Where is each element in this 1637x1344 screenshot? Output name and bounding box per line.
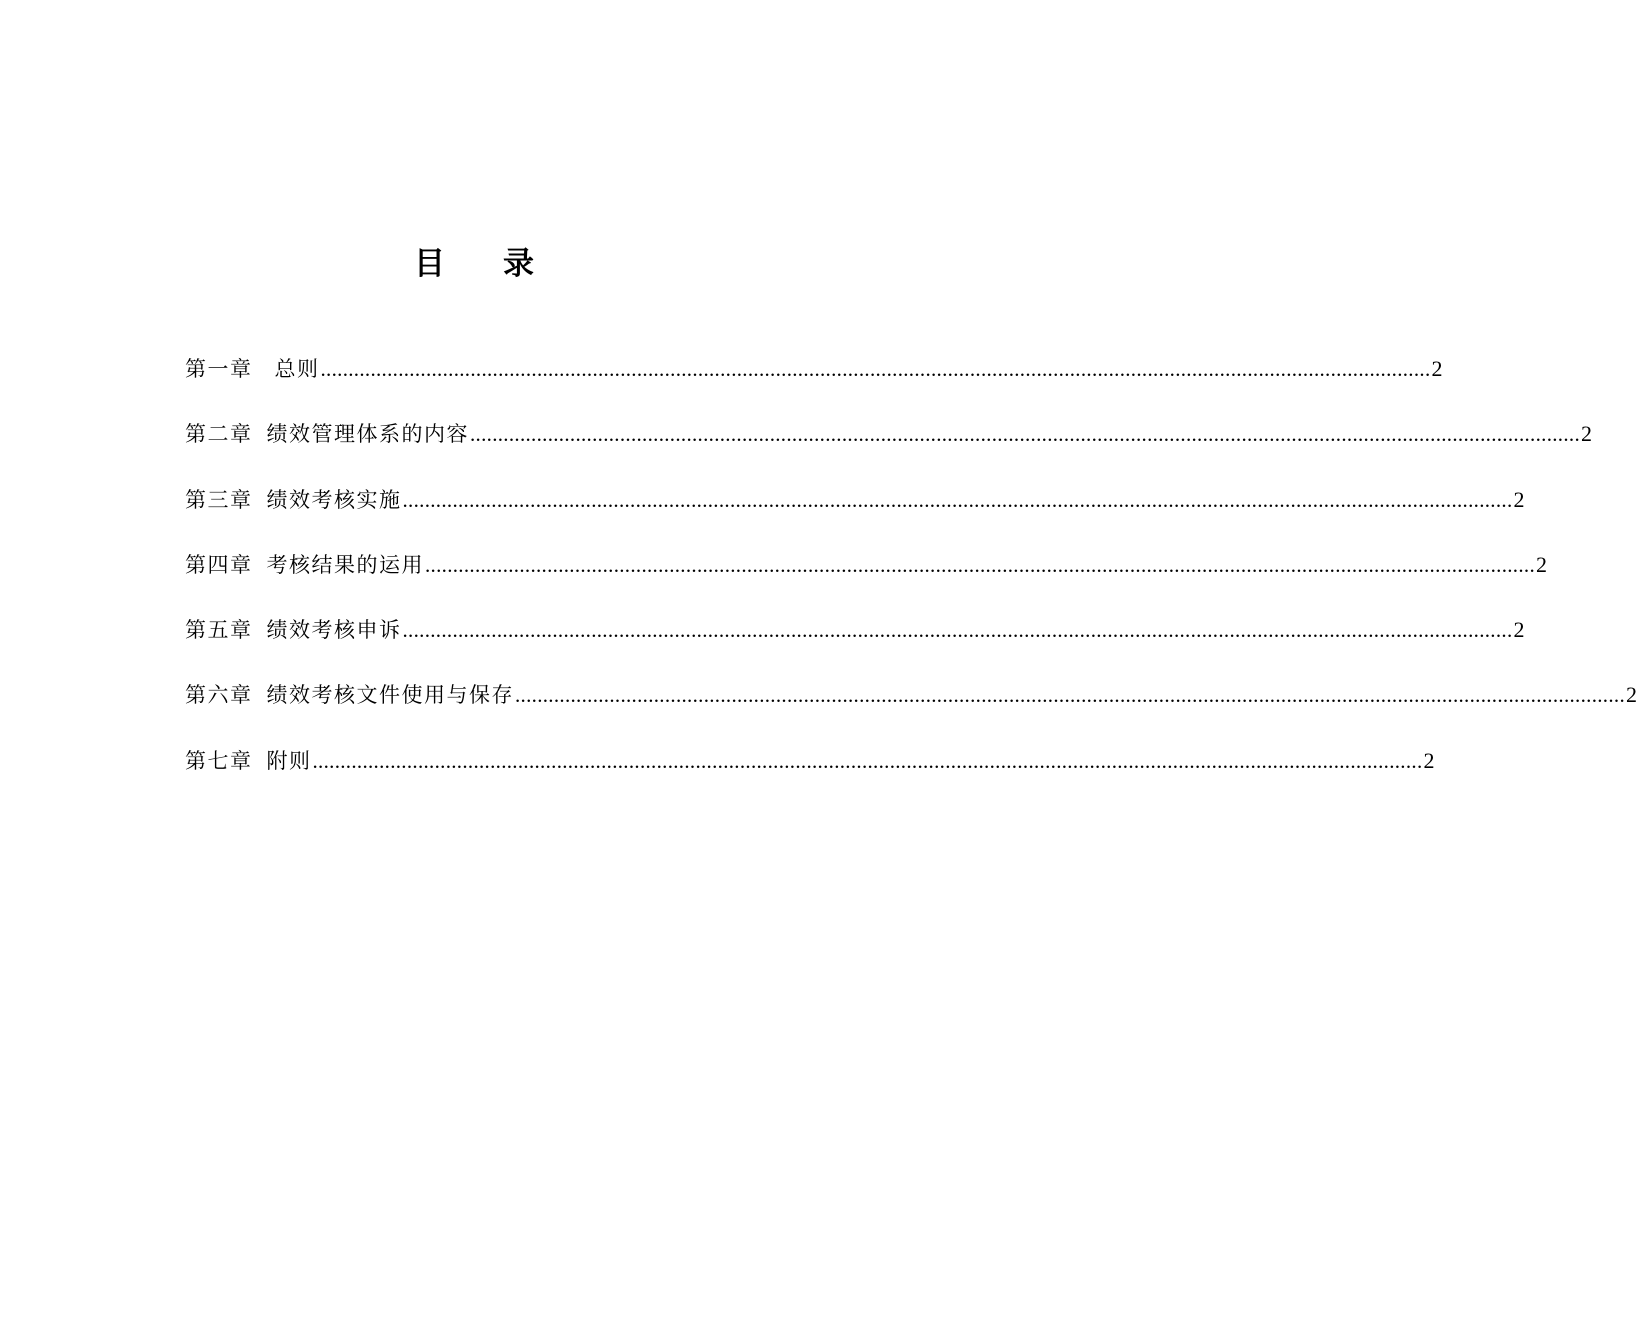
toc-chapter-title: 附则 xyxy=(266,748,312,773)
toc-page-number: 2 xyxy=(1536,551,1547,577)
toc-chapter-title: 绩效考核申诉 xyxy=(266,618,402,643)
toc-chapter-number: 第四章 xyxy=(185,552,253,577)
toc-entry[interactable] xyxy=(185,735,1435,800)
toc-dot-leader: ........................................................................................................................................................................................................ xyxy=(470,422,1580,447)
toc-entry[interactable] xyxy=(185,343,1443,408)
toc-page-number: 2 xyxy=(1513,486,1525,512)
toc-page-number: 2 xyxy=(1581,421,1592,447)
toc-chapter-number: 第一章 xyxy=(185,357,253,381)
toc-title-right: 录 xyxy=(503,246,536,282)
toc-entry[interactable] xyxy=(185,408,1592,473)
toc-title-left: 目 xyxy=(414,246,447,282)
toc-chapter-number: 第五章 xyxy=(185,618,253,643)
toc-dot-leader: ........................................................................................................................................................................................................ xyxy=(320,357,1431,381)
toc-chapter-title: 绩效管理体系的内容 xyxy=(266,422,469,447)
toc-chapter-number: 第六章 xyxy=(185,683,253,708)
toc-dot-leader: ........................................................................................................................................................................................................ xyxy=(402,487,1513,512)
toc-title xyxy=(0,238,950,290)
toc-chapter-title: 绩效考核实施 xyxy=(266,487,402,512)
toc-page-number: 2 xyxy=(1626,682,1637,708)
toc-chapter-title: 总则 xyxy=(274,357,320,381)
toc-page-number: 2 xyxy=(1423,747,1435,773)
toc-dot-leader: ........................................................................................................................................................................................................ xyxy=(425,552,1535,577)
toc-dot-leader: ........................................................................................................................................................................................................ xyxy=(402,618,1513,643)
toc-chapter-number: 第七章 xyxy=(185,748,253,773)
toc-entry[interactable] xyxy=(185,604,1525,669)
toc-entry[interactable] xyxy=(185,669,1637,734)
toc-chapter-title: 考核结果的运用 xyxy=(266,552,424,577)
toc-entry[interactable] xyxy=(185,474,1525,539)
toc-chapter-number: 第三章 xyxy=(185,487,253,512)
toc-chapter-number: 第二章 xyxy=(185,422,253,447)
toc-page-number: 2 xyxy=(1513,617,1525,643)
toc-dot-leader: ........................................................................................................................................................................................................ xyxy=(515,683,1625,708)
toc-list xyxy=(185,343,1637,800)
toc-dot-leader: ........................................................................................................................................................................................................ xyxy=(312,748,1423,773)
toc-page-number: 2 xyxy=(1431,356,1443,381)
toc-chapter-title: 绩效考核文件使用与保存 xyxy=(266,683,514,708)
toc-entry[interactable] xyxy=(185,539,1547,604)
